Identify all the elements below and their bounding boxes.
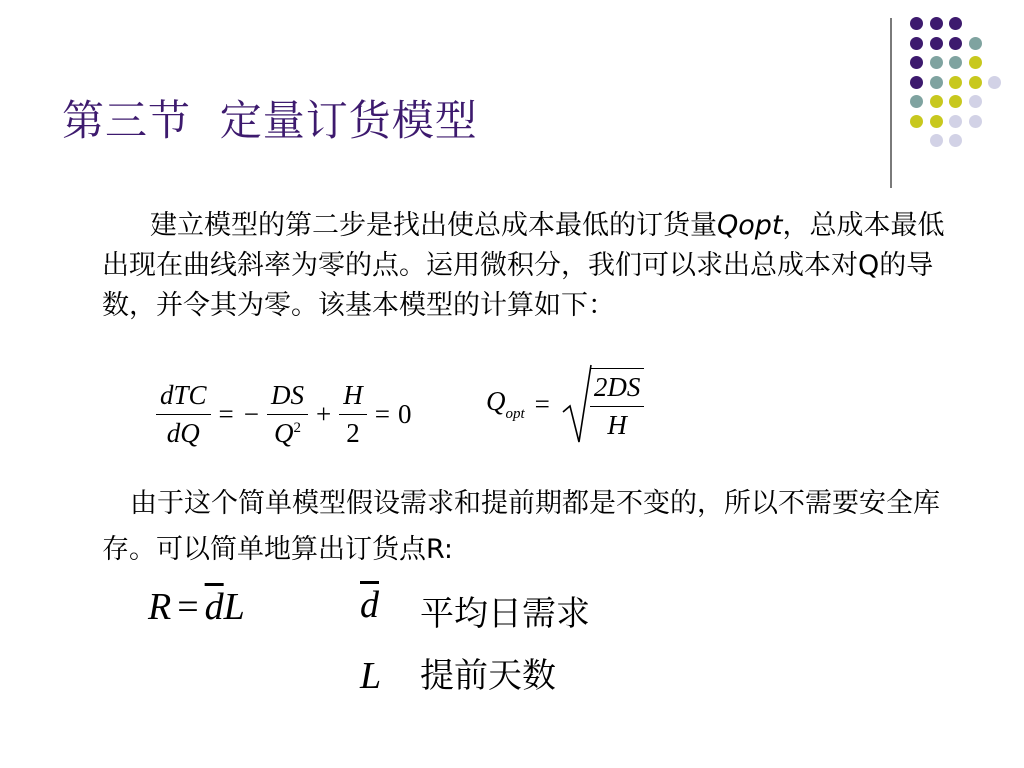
variable-qopt: Qopt bbox=[717, 210, 783, 241]
decorative-dot bbox=[969, 56, 982, 69]
decorative-dot bbox=[910, 76, 923, 89]
decorative-dot bbox=[949, 134, 962, 147]
decorative-dot bbox=[969, 76, 982, 89]
decorative-dot bbox=[910, 115, 923, 128]
r-symbol: R bbox=[148, 586, 172, 628]
legend-meaning-dbar: 平均日需求 bbox=[420, 594, 590, 634]
decorative-dot bbox=[910, 56, 923, 69]
radical-sign-icon bbox=[562, 364, 592, 444]
fraction-denominator: H bbox=[607, 409, 627, 440]
fraction-denominator: dQ bbox=[166, 418, 200, 448]
qopt-symbol bbox=[486, 386, 525, 423]
exponent: 2 bbox=[293, 420, 301, 436]
fraction-2ds-h bbox=[590, 372, 645, 441]
paragraph-reorder: 由于这个简单模型假设需求和提前期都是不变的，所以不需要安全库存。可以简单地算出订货点R: bbox=[102, 488, 940, 565]
minus-sign: − bbox=[243, 399, 259, 429]
decorative-dot bbox=[910, 17, 923, 30]
decorative-dot bbox=[969, 95, 982, 108]
decorative-dot bbox=[949, 76, 962, 89]
decorative-dot bbox=[910, 95, 923, 108]
fraction-denominator: 2 bbox=[346, 418, 360, 448]
equals-sign: = bbox=[534, 388, 550, 419]
equals-sign: = bbox=[374, 399, 390, 429]
fraction-numerator: 2DS bbox=[590, 372, 645, 407]
decorative-dot bbox=[930, 95, 943, 108]
legend-meaning-l: 提前天数 bbox=[420, 656, 556, 696]
fraction-dtc-dq bbox=[156, 380, 211, 449]
decorative-dot bbox=[949, 37, 962, 50]
square-root bbox=[562, 364, 645, 444]
legend-symbol-dbar: $\overline{d}$ bbox=[360, 584, 379, 626]
decorative-dot bbox=[949, 95, 962, 108]
decorative-divider bbox=[890, 18, 892, 188]
q-base: Q bbox=[486, 385, 506, 416]
decorative-dot bbox=[949, 115, 962, 128]
decorative-dot bbox=[969, 115, 982, 128]
fraction-ds-q2 bbox=[267, 380, 308, 449]
d-bar-symbol: $\overline{d}$ bbox=[204, 586, 224, 628]
legend-symbol-l: L bbox=[360, 655, 382, 697]
equals-sign: = bbox=[218, 399, 234, 429]
fraction-denominator bbox=[270, 415, 305, 449]
paragraph-intro-rest: ，总成本最低出现在曲线斜率为零的点。运用微积分，我们可以求出总成本对Q的导数，并令其为零。该基本模型的计算如下： bbox=[102, 210, 945, 321]
plus-sign: + bbox=[316, 399, 332, 429]
decorative-dot bbox=[949, 56, 962, 69]
decorative-dot bbox=[930, 115, 943, 128]
fraction-numerator: dTC bbox=[156, 380, 211, 415]
slide-title: 第三节 定量订货模型 bbox=[62, 96, 478, 145]
fraction-numerator: DS bbox=[267, 380, 308, 415]
denominator-base: Q bbox=[274, 418, 294, 448]
decorative-dot bbox=[949, 17, 962, 30]
decorative-dot bbox=[910, 37, 923, 50]
opt-subscript: opt bbox=[505, 405, 525, 422]
radicand bbox=[590, 368, 645, 441]
decorative-dot bbox=[988, 76, 1001, 89]
decorative-dot bbox=[930, 76, 943, 89]
decorative-dot bbox=[930, 17, 943, 30]
decorative-dot bbox=[969, 37, 982, 50]
decorative-dot bbox=[930, 37, 943, 50]
result-zero: 0 bbox=[397, 399, 412, 429]
decorative-dot bbox=[930, 56, 943, 69]
paragraph-intro-text: 建立模型的第二步是找出使总成本最低的订货量 bbox=[150, 210, 717, 241]
equals-sign: = bbox=[177, 586, 199, 628]
derivative-formula bbox=[156, 380, 411, 449]
eoq-formula bbox=[486, 364, 644, 444]
l-symbol: L bbox=[223, 586, 245, 628]
decorative-dot bbox=[930, 134, 943, 147]
fraction-h-2 bbox=[339, 380, 367, 449]
fraction-numerator: H bbox=[339, 380, 367, 415]
reorder-point-formula bbox=[148, 585, 245, 629]
paragraph-intro bbox=[102, 206, 962, 326]
